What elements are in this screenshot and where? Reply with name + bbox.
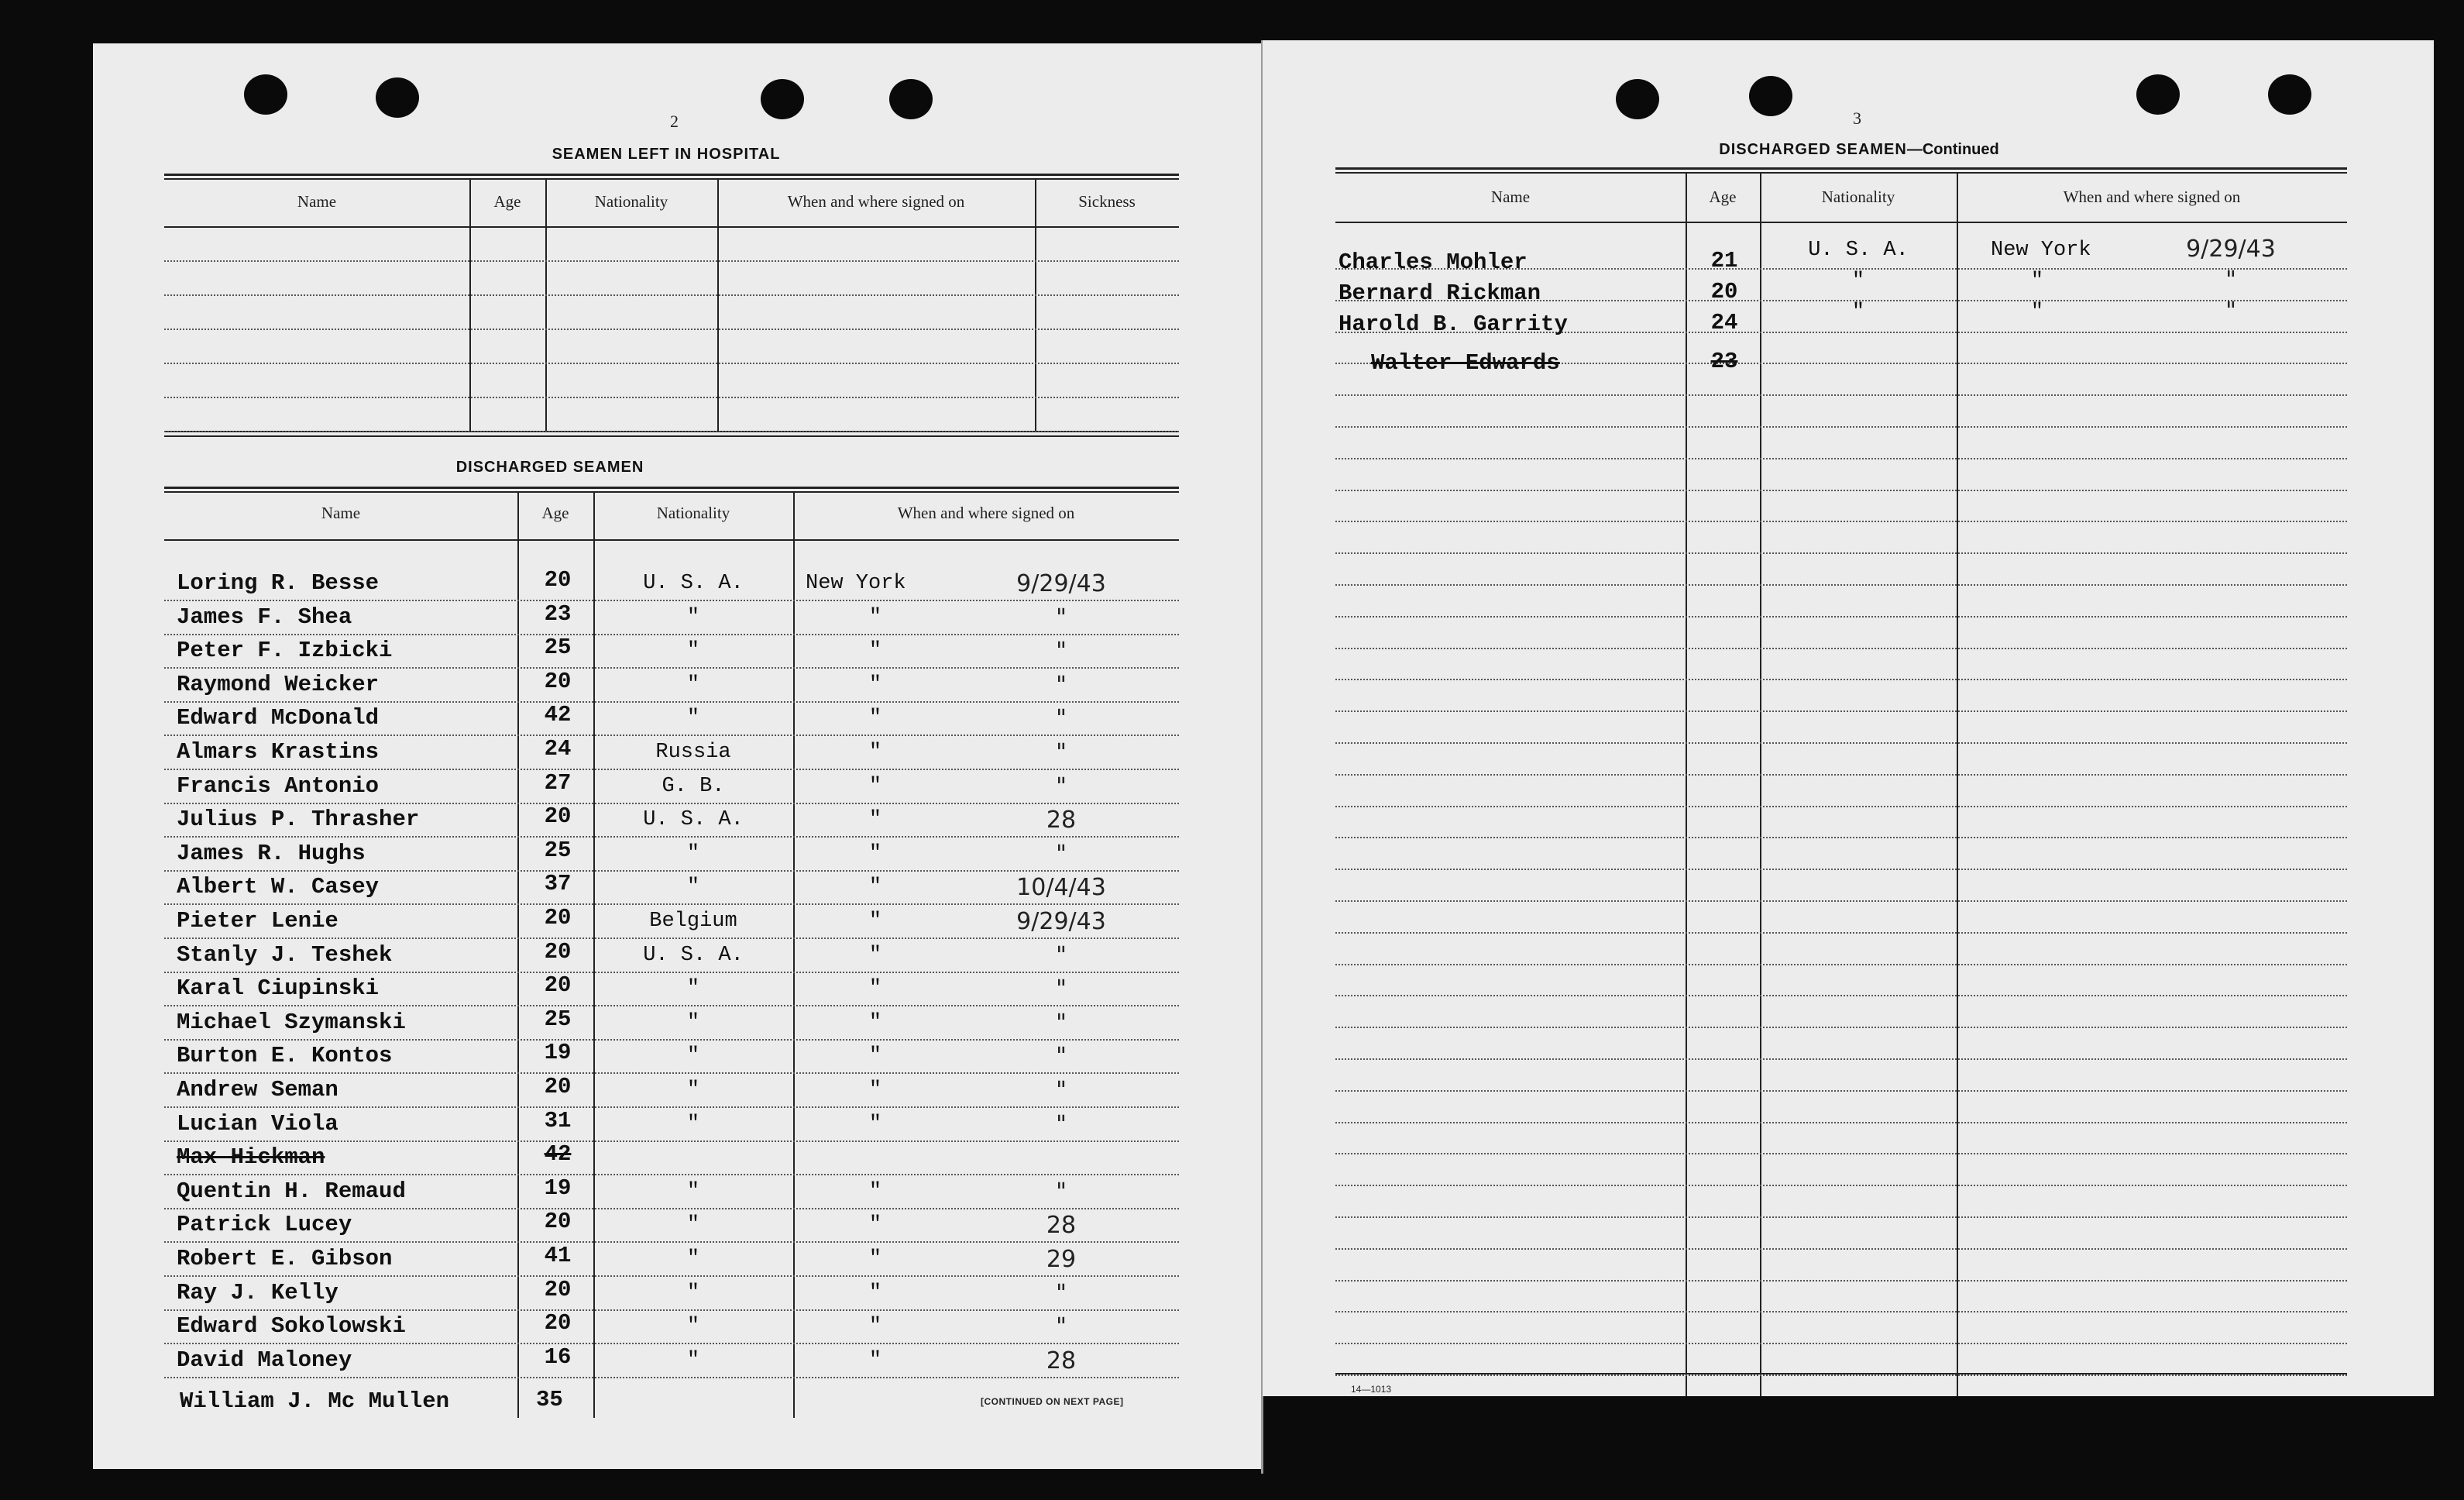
seaman-age: 24 <box>544 736 572 762</box>
signed-on-date: " <box>1056 1010 1067 1037</box>
row-line <box>164 397 1179 398</box>
seaman-nationality: " <box>686 1349 700 1372</box>
seaman-nationality: " <box>686 1247 700 1271</box>
signed-on-date: " <box>1056 1111 1067 1138</box>
binder-hole <box>2268 74 2311 115</box>
seaman-name: Bernard Rickman <box>1339 280 1541 306</box>
signed-on-place: " <box>868 606 882 629</box>
seaman-nationality: " <box>686 673 700 697</box>
signed-on-place: " <box>2030 270 2044 293</box>
row-line <box>1335 995 2347 996</box>
seaman-nationality: U. S. A. <box>643 944 744 967</box>
signed-on-date: " <box>1056 1043 1067 1070</box>
seaman-name: Edward McDonald <box>177 705 380 731</box>
row-line <box>1335 1374 2347 1376</box>
signed-on-date: " <box>1056 739 1067 766</box>
seaman-age: 21 <box>1710 248 1738 274</box>
seaman-nationality: Belgium <box>649 910 737 933</box>
seaman-name: Harold B. Garrity <box>1339 311 1568 337</box>
row-line <box>1335 837 2347 838</box>
row-line <box>1335 552 2347 554</box>
binder-hole <box>889 79 933 119</box>
row-line <box>164 870 1179 872</box>
signed-on-date: " <box>1056 841 1067 868</box>
seaman-age: 20 <box>544 939 572 965</box>
seaman-age: 23 <box>1710 349 1738 374</box>
seaman-name: Stanly J. Teshek <box>177 942 393 968</box>
seaman-name: James R. Hughs <box>177 841 366 866</box>
seaman-nationality: " <box>686 606 700 629</box>
row-line <box>164 1005 1179 1006</box>
seaman-nationality: U. S. A. <box>1808 239 1909 262</box>
seaman-nationality: " <box>686 1180 700 1203</box>
signed-on-date: " <box>1056 638 1067 665</box>
hospital-col-sickness: Sickness <box>1078 192 1136 211</box>
seaman-age: 20 <box>544 803 572 829</box>
signed-on-place: " <box>868 673 882 697</box>
discharged-col-signed-on: When and where signed on <box>897 504 1075 522</box>
row-line <box>1335 426 2347 428</box>
row-line <box>1335 1248 2347 1250</box>
seaman-name: Quentin H. Remaud <box>177 1178 406 1204</box>
row-line <box>164 1309 1179 1311</box>
row-line <box>164 1106 1179 1108</box>
binder-hole <box>1749 76 1792 116</box>
seaman-name: James F. Shea <box>177 604 352 630</box>
row-line <box>164 903 1179 905</box>
seaman-name: Charles Mohler <box>1339 249 1528 275</box>
footer-name: William J. Mc Mullen <box>180 1388 450 1414</box>
signed-on-date: " <box>1056 975 1067 1003</box>
seaman-name: Loring R. Besse <box>177 570 380 596</box>
row-line <box>164 294 1179 296</box>
row-line <box>1335 1343 2347 1344</box>
seaman-nationality: " <box>686 1011 700 1034</box>
signed-on-place: " <box>868 808 882 831</box>
row-line <box>164 1140 1179 1142</box>
signed-on-place: " <box>2030 301 2044 324</box>
seaman-name: Almars Krastins <box>177 739 380 765</box>
discharged-col-name: Name <box>321 504 361 522</box>
signed-on-place: " <box>868 1011 882 1034</box>
seaman-name: Robert E. Gibson <box>177 1246 393 1271</box>
discharged-col-nationality: Nationality <box>656 504 730 522</box>
seaman-name: Pieter Lenie <box>177 908 338 934</box>
row-line <box>1335 1153 2347 1154</box>
signed-on-place: " <box>868 1113 882 1136</box>
row-line <box>1335 932 2347 934</box>
seaman-nationality: " <box>686 1044 700 1068</box>
page-number: 3 <box>1853 108 1861 128</box>
signed-on-place: " <box>868 775 882 798</box>
signed-on-date: 29 <box>1046 1246 1077 1273</box>
signed-on-date: " <box>1056 1313 1067 1340</box>
seaman-nationality: " <box>686 639 700 662</box>
signed-on-date: " <box>2225 267 2236 294</box>
discharged-col-age: Age <box>541 504 569 522</box>
signed-on-place: " <box>868 1282 882 1305</box>
seaman-name: Peter F. Izbicki <box>177 638 393 663</box>
page-number: 2 <box>670 112 679 131</box>
seaman-nationality: " <box>1851 301 1865 324</box>
seaman-age: 42 <box>544 1141 572 1167</box>
seaman-age: 20 <box>544 1310 572 1336</box>
seaman-name: Ray J. Kelly <box>177 1280 338 1306</box>
signed-on-date: " <box>1056 1077 1067 1104</box>
row-line <box>164 938 1179 939</box>
signed-on-place: " <box>868 1044 882 1068</box>
signed-on-place: New York <box>1991 239 2091 262</box>
seaman-name: Albert W. Casey <box>177 874 380 900</box>
signed-on-place: " <box>868 1180 882 1203</box>
seaman-age: 41 <box>544 1243 572 1268</box>
seaman-nationality: " <box>686 842 700 865</box>
seaman-nationality: " <box>1851 270 1865 293</box>
seaman-nationality: " <box>686 1315 700 1338</box>
seaman-age: 20 <box>544 972 572 998</box>
seaman-age: 42 <box>544 702 572 728</box>
row-line <box>1335 1122 2347 1123</box>
row-line <box>1335 679 2347 680</box>
seaman-age: 20 <box>544 669 572 694</box>
signed-on-place: " <box>868 1247 882 1271</box>
signed-on-date: " <box>1056 942 1067 969</box>
seaman-name: Michael Szymanski <box>177 1010 406 1035</box>
row-line <box>1335 394 2347 396</box>
signed-on-date: " <box>1056 773 1067 800</box>
signed-on-place: " <box>868 741 882 764</box>
row-line <box>1335 900 2347 902</box>
row-line <box>1335 1311 2347 1312</box>
row-line <box>164 1072 1179 1074</box>
seaman-name: Andrew Seman <box>177 1077 338 1103</box>
seaman-nationality: Russia <box>655 741 731 764</box>
seaman-age: 31 <box>544 1108 572 1134</box>
signed-on-place: " <box>868 910 882 933</box>
seaman-age: 16 <box>544 1344 572 1370</box>
seaman-nationality: " <box>686 707 700 730</box>
row-line <box>164 329 1179 330</box>
seaman-name: Francis Antonio <box>177 773 380 799</box>
row-line <box>1335 1058 2347 1060</box>
row-line <box>1335 710 2347 712</box>
row-line <box>164 1039 1179 1041</box>
signed-on-date: " <box>1056 1178 1067 1206</box>
signed-on-place: " <box>868 876 882 899</box>
row-line <box>1335 1216 2347 1218</box>
row-line <box>164 803 1179 804</box>
seaman-age: 25 <box>544 838 572 863</box>
signed-on-place: " <box>868 707 882 730</box>
row-line <box>1335 521 2347 522</box>
hospital-col-age: Age <box>493 192 521 211</box>
signed-on-place: " <box>868 1079 882 1102</box>
seaman-age: 27 <box>544 770 572 796</box>
seaman-age: 23 <box>544 601 572 627</box>
seaman-nationality: " <box>686 1282 700 1305</box>
right-col-age: Age <box>1709 188 1737 206</box>
row-line <box>1335 584 2347 586</box>
row-line <box>1335 1090 2347 1092</box>
hospital-section-title: SEAMEN LEFT IN HOSPITAL <box>552 146 781 163</box>
seaman-nationality: " <box>686 977 700 1000</box>
signed-on-date: " <box>1056 1280 1067 1307</box>
seaman-age: 19 <box>544 1175 572 1201</box>
seaman-age: 20 <box>1710 279 1738 304</box>
continued-note: [CONTINUED ON NEXT PAGE] <box>981 1396 1124 1407</box>
seaman-name: Walter Edwards <box>1371 350 1560 376</box>
seaman-age: 25 <box>544 635 572 660</box>
row-line <box>164 836 1179 838</box>
row-line <box>164 667 1179 669</box>
seaman-nationality: G. B. <box>662 775 725 798</box>
continued-section-title: DISCHARGED SEAMEN—Continued <box>1719 141 1999 158</box>
row-line <box>1335 648 2347 649</box>
row-line <box>1335 458 2347 459</box>
seaman-name: Max Hickman <box>177 1144 325 1170</box>
seaman-age: 20 <box>544 1277 572 1302</box>
signed-on-place: New York <box>806 572 906 595</box>
signed-on-place: " <box>868 639 882 662</box>
row-line <box>164 1275 1179 1277</box>
signed-on-date: 10/4/43 <box>1016 874 1106 901</box>
seaman-age: 37 <box>544 871 572 896</box>
signed-on-date: 9/29/43 <box>1016 570 1106 597</box>
seaman-name: Julius P. Thrasher <box>177 807 420 832</box>
seaman-name: Edward Sokolowski <box>177 1313 406 1339</box>
seaman-name: Burton E. Kontos <box>177 1043 393 1068</box>
footer-age: 35 <box>536 1387 563 1412</box>
signed-on-date: 9/29/43 <box>2186 236 2276 263</box>
seaman-age: 20 <box>544 1074 572 1099</box>
hospital-col-signed-on: When and where signed on <box>787 192 965 211</box>
seaman-nationality: U. S. A. <box>643 808 744 831</box>
right-col-name: Name <box>1490 188 1531 206</box>
right-col-signed-on: When and where signed on <box>2063 188 2241 206</box>
row-line <box>164 1208 1179 1209</box>
right-page <box>1263 40 2434 1396</box>
signed-on-date: 28 <box>1046 1212 1077 1239</box>
seaman-age: 20 <box>544 905 572 931</box>
binder-hole <box>376 77 419 118</box>
seaman-age: 20 <box>544 1209 572 1234</box>
binder-hole <box>244 74 287 115</box>
row-line <box>164 701 1179 703</box>
hospital-col-name: Name <box>297 192 337 211</box>
row-line <box>164 431 1179 432</box>
row-line <box>1335 1280 2347 1282</box>
row-line <box>164 1174 1179 1175</box>
seaman-nationality: " <box>686 1113 700 1136</box>
seaman-nationality: " <box>686 876 700 899</box>
seaman-age: 24 <box>1710 310 1738 335</box>
seaman-name: Patrick Lucey <box>177 1212 352 1237</box>
row-line <box>1335 774 2347 776</box>
row-line <box>1335 869 2347 870</box>
discharged-section-title: DISCHARGED SEAMEN <box>455 459 644 476</box>
hospital-col-nationality: Nationality <box>594 192 668 211</box>
seaman-nationality: " <box>686 1213 700 1237</box>
row-line <box>164 600 1179 601</box>
signed-on-place: " <box>868 977 882 1000</box>
row-line <box>1335 1185 2347 1186</box>
row-line <box>1335 616 2347 618</box>
row-line <box>164 1343 1179 1344</box>
seaman-name: Lucian Viola <box>177 1111 338 1137</box>
signed-on-date: " <box>1056 604 1067 631</box>
binder-hole <box>2136 74 2180 115</box>
row-line <box>164 735 1179 736</box>
signed-on-place: " <box>868 944 882 967</box>
row-line <box>164 769 1179 770</box>
row-line <box>1335 742 2347 744</box>
seaman-nationality: " <box>686 1079 700 1102</box>
signed-on-date: " <box>1056 705 1067 732</box>
signed-on-date: " <box>1056 672 1067 699</box>
signed-on-date: 28 <box>1046 1347 1077 1374</box>
row-line <box>1335 964 2347 965</box>
row-line <box>164 1241 1179 1243</box>
left-page <box>93 43 1263 1469</box>
seaman-age: 19 <box>544 1040 572 1065</box>
row-line <box>164 972 1179 973</box>
signed-on-date: 28 <box>1046 807 1077 834</box>
form-number: 14—1013 <box>1351 1384 1392 1395</box>
row-line <box>164 1377 1179 1378</box>
row-line <box>164 634 1179 635</box>
binder-hole <box>1616 79 1659 119</box>
signed-on-place: " <box>868 1315 882 1338</box>
signed-on-date: " <box>2225 298 2236 325</box>
seaman-age: 20 <box>544 567 572 593</box>
right-col-nationality: Nationality <box>1821 188 1895 206</box>
row-line <box>1335 806 2347 807</box>
row-line <box>1335 1027 2347 1028</box>
seaman-nationality: U. S. A. <box>643 572 744 595</box>
signed-on-place: " <box>868 842 882 865</box>
signed-on-place: " <box>868 1349 882 1372</box>
signed-on-date: 9/29/43 <box>1016 908 1106 935</box>
seaman-name: David Maloney <box>177 1347 352 1373</box>
seaman-age: 25 <box>544 1006 572 1032</box>
signed-on-place: " <box>868 1213 882 1237</box>
seaman-name: Raymond Weicker <box>177 672 380 697</box>
row-line <box>164 363 1179 364</box>
seaman-name: Karal Ciupinski <box>177 975 380 1001</box>
row-line <box>1335 490 2347 491</box>
row-line <box>164 260 1179 262</box>
binder-hole <box>761 79 804 119</box>
